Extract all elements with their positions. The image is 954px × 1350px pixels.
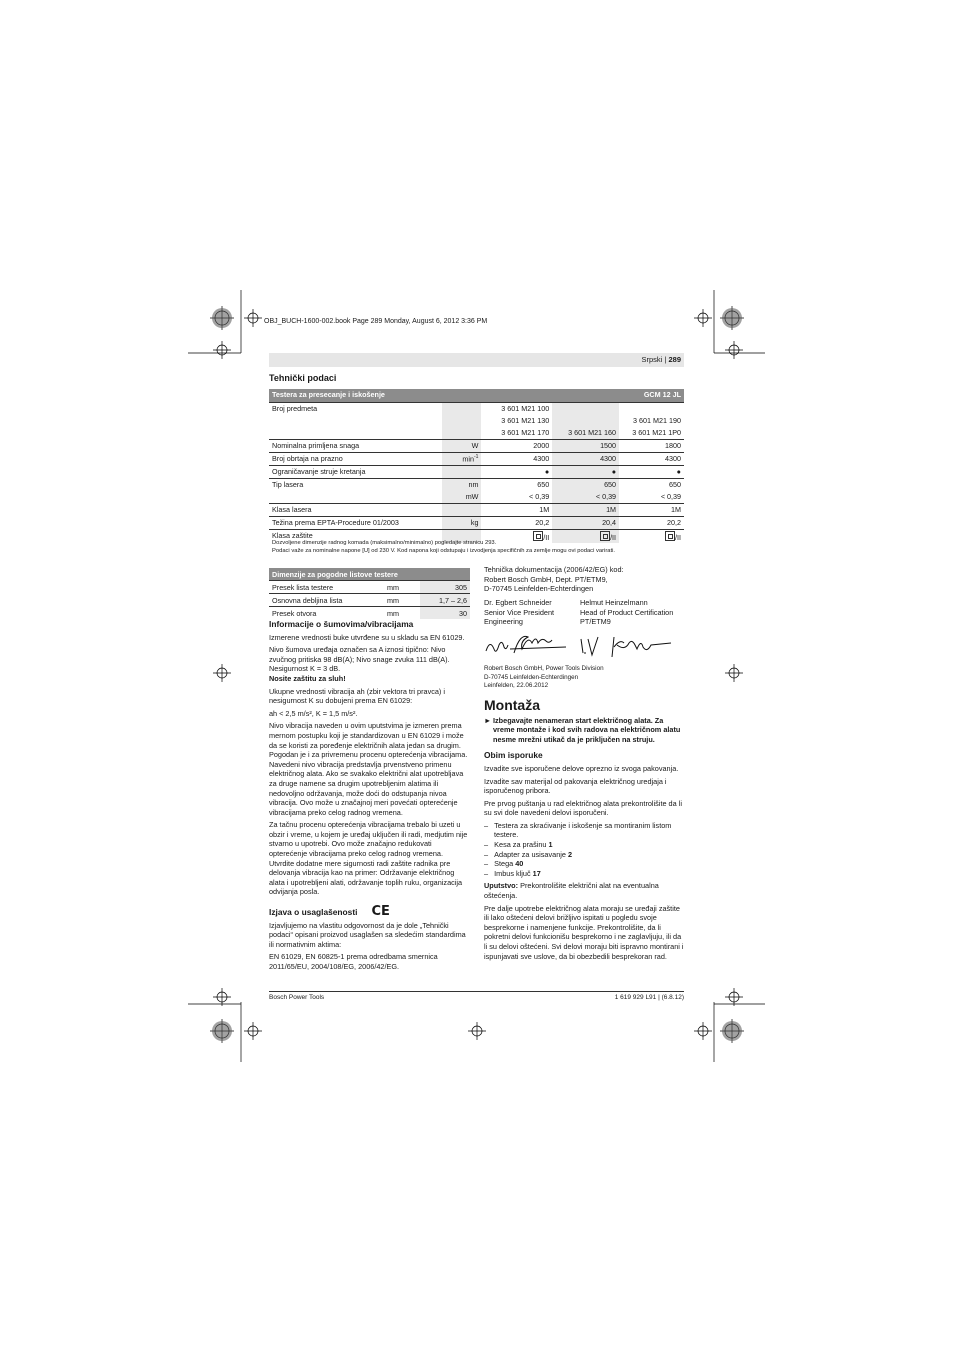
spec-row bbox=[269, 491, 684, 504]
footnote-dimensions: Dozvoljene dimenzije radnog komada (maksimalno/minimalno) pogledajte stranicu 293. bbox=[272, 540, 497, 546]
note-label: Uputstvo: bbox=[484, 881, 519, 891]
spec-value: mW bbox=[465, 492, 479, 501]
spec-cell-label bbox=[269, 415, 442, 427]
spec-table-title: Testera za presecanje i iskošenje bbox=[269, 389, 552, 403]
company-line2: D-70745 Leinfelden-Echterdingen bbox=[484, 673, 579, 681]
spec-value: 20,4 bbox=[602, 518, 617, 527]
spec-value: Broj obrtaja na prazno bbox=[272, 454, 343, 463]
spec-value: 1M bbox=[606, 505, 617, 514]
spec-cell-unit bbox=[442, 453, 482, 466]
footer-brand: Bosch Power Tools bbox=[269, 994, 325, 1001]
spec-cell-v3 bbox=[619, 530, 684, 544]
spec-cell-v2 bbox=[552, 453, 619, 466]
dims-cell-value: 305 bbox=[420, 581, 470, 594]
spec-cell-label bbox=[269, 403, 442, 416]
spec-cell-v2 bbox=[552, 440, 619, 453]
spec-value: 650 bbox=[604, 480, 617, 489]
spec-cell-v1 bbox=[481, 440, 552, 453]
noise-p1: Izmerene vrednosti buke utvrđene su u skladu sa EN 61029. bbox=[269, 632, 465, 642]
list-item-number: 17 bbox=[532, 868, 541, 878]
scope-heading: Obim isporuke bbox=[484, 750, 543, 761]
protection-class-icon bbox=[600, 531, 610, 541]
spec-cell-unit bbox=[442, 466, 482, 479]
montaza-heading: Montaža bbox=[484, 696, 540, 713]
spec-value: ● bbox=[544, 467, 550, 476]
list-item-text: Imbus ključ bbox=[494, 868, 533, 878]
list-item-number: 2 bbox=[567, 849, 573, 859]
spec-cell-label bbox=[269, 504, 442, 517]
spec-cell-v1 bbox=[481, 403, 552, 416]
spec-cell-label bbox=[269, 491, 442, 504]
spec-value: Klasa lasera bbox=[272, 505, 312, 514]
spec-value: nm bbox=[468, 480, 479, 489]
list-item-text: Adapter za usisavanje bbox=[494, 849, 568, 859]
protection-class-icon bbox=[533, 531, 543, 541]
dims-row bbox=[269, 581, 470, 594]
blade-dimensions-table bbox=[269, 568, 470, 619]
spec-row bbox=[269, 453, 684, 466]
noise-p2: Nivo šumova uređaja označen sa A iznosi tipično: Nivo zvučnog pritiska 98 dB(A); Nivo snage zvuka 111 dB(A). Nesigurnost K = 3 dB. bbox=[269, 645, 450, 674]
list-item: – Stega 40 bbox=[484, 859, 524, 869]
page-header-bar: Srpski | 289 bbox=[269, 353, 684, 367]
spec-value: 650 bbox=[537, 480, 550, 489]
techdoc-line3: D-70745 Leinfelden-Echterdingen bbox=[484, 584, 594, 594]
left-column bbox=[269, 620, 469, 975]
spec-cell-v3 bbox=[619, 479, 684, 492]
ce-mark-icon: CE bbox=[371, 904, 390, 920]
noise-p4: ah < 2,5 m/s², K = 1,5 m/s². bbox=[269, 708, 358, 718]
spec-row bbox=[269, 403, 684, 416]
spec-cell-v2 bbox=[552, 403, 619, 416]
spec-cell-v3 bbox=[619, 453, 684, 466]
protection-class-icon bbox=[665, 531, 675, 541]
spec-value: Ograničavanje struje kretanja bbox=[272, 467, 366, 476]
scope-list bbox=[484, 821, 684, 879]
company-line3: Leinfelden, 22.06.2012 bbox=[484, 682, 549, 690]
unit-exponent: -1 bbox=[474, 454, 479, 460]
spec-cell-unit bbox=[442, 479, 482, 492]
spec-cell-v1 bbox=[481, 491, 552, 504]
noise-heading: Informacije o šumovima/vibracijama bbox=[269, 619, 414, 629]
scope-p1: Izvadite sve isporučene delove oprezno iz svoga pakovanja. bbox=[484, 763, 679, 773]
spec-value: 3 601 M21 170 bbox=[501, 428, 550, 437]
spec-value: ● bbox=[611, 467, 617, 476]
warning-arrow-icon: ► bbox=[484, 715, 492, 725]
techdoc-line2: Robert Bosch GmbH, Dept. PT/ETM9, bbox=[484, 574, 608, 584]
spec-cell-label bbox=[269, 479, 442, 492]
list-item-text: Stega bbox=[494, 859, 516, 869]
conformity-heading: Izjava o usaglašenosti bbox=[269, 907, 358, 918]
dims-cell-label: Presek otvora bbox=[269, 607, 384, 620]
dims-cell-label: Presek lista testere bbox=[269, 581, 384, 594]
list-item-text: Kesa za prašinu bbox=[494, 840, 549, 850]
spec-value: 3 601 M21 190 bbox=[633, 416, 681, 425]
spec-value: 650 bbox=[669, 480, 681, 489]
spec-row bbox=[269, 466, 684, 479]
spec-value: 3 601 M21 100 bbox=[501, 404, 550, 413]
list-item: – Testera za skraćivanje i iskošenje sa montiranim listom testere. bbox=[484, 820, 672, 840]
scope-p3: Pre prvog puštanja u rad električnog alata prekontrolišite da li su svi dole navedeni delovi isporučeni. bbox=[484, 798, 682, 818]
noise-p5: Nivo vibracija naveden u ovim uputstvima je izmeren prema mernom postupku koji je standardizovan u EN 61029 i može da se koristi za poređenje električnih alata jedan sa drugim. Pogodan je i za privremenu procenu opterećenja vibracijama. Navedeni nivo vibracija predstavlja prvenstveno primenu električnog alata. Ako se svakako električni alat upotrebljava za druge namene sa drugim upotrebljenim alatima ili nedovoljno održavanja, može doći do odstupanja nivoa vibracija. Ovo može u značajnoj meri povećati opterećenje vibracijama preko celog radnog vremena. bbox=[269, 721, 468, 817]
spec-row bbox=[269, 504, 684, 517]
list-item-number: 40 bbox=[515, 859, 524, 869]
spec-cell-v3 bbox=[619, 466, 684, 479]
signatory-table bbox=[484, 598, 673, 627]
dims-cell-value: 1,7 – 2,6 bbox=[420, 594, 470, 607]
spec-value: Klasa zaštite bbox=[272, 531, 313, 540]
spec-value: kg bbox=[470, 518, 479, 527]
dims-cell-value: 30 bbox=[420, 607, 470, 620]
spec-cell-v2 bbox=[552, 504, 619, 517]
spec-value: W bbox=[471, 441, 479, 450]
sig-left-0: Dr. Egbert Schneider bbox=[484, 597, 552, 607]
spec-cell-v2 bbox=[552, 479, 619, 492]
techdoc-line1: Tehnička dokumentacija (2006/42/EG) kod: bbox=[484, 565, 624, 574]
sig-left-1: Senior Vice President bbox=[484, 607, 555, 617]
sig-left-2: Engineering bbox=[484, 617, 523, 627]
spec-cell-v3 bbox=[619, 427, 684, 440]
spec-cell-v3 bbox=[619, 403, 684, 416]
sig-right-1: Head of Product Certification bbox=[580, 607, 674, 617]
footnote-voltage: Podaci važe za nominalne napone [U] od 230 V. Kod napona koji odstupaju i izvodjenja specifičnih za zemlje mogu ovi podaci varirati. bbox=[272, 548, 615, 554]
language-label: Srpski bbox=[641, 355, 663, 364]
spec-cell-unit bbox=[442, 403, 482, 416]
spec-cell-v3 bbox=[619, 491, 684, 504]
conformity-p2: EN 61029, EN 60825-1 prema odredbama smernica 2011/65/EU, 2004/108/EG, 2006/42/EG. bbox=[269, 952, 438, 971]
model-name: GCM 12 JL bbox=[552, 389, 684, 403]
spec-row bbox=[269, 427, 684, 440]
noise-p6: Za tačnu procenu opterećenja vibracijama trebalo bi uzeti u obzir i vreme, u kojem je uređaj uključen ili radi, medjutim nije stvarno u upotrebi. Ovo može značajno redukovati opterećenje vibracijama preko celog radnog vremena. Utvrdite dodatne mere sigurnosti radi zaštite radnika pre delovanja vibracija kao na primer: Održavanje električnog alata i upotrebljeni alati, održavanje toplih ruku, organizacija odvijanja posla. bbox=[269, 820, 468, 897]
spec-cell-v1 bbox=[481, 453, 552, 466]
spec-value: 3 601 M21 1P0 bbox=[632, 428, 681, 437]
spec-row bbox=[269, 479, 684, 492]
sig-right-0: Helmut Heinzelmann bbox=[580, 597, 648, 607]
spec-cell-v3 bbox=[619, 517, 684, 530]
spec-cell-v2 bbox=[552, 415, 619, 427]
spec-value: 4300 bbox=[665, 454, 681, 463]
dims-cell-label: Osnovna debljina lista bbox=[269, 594, 384, 607]
list-item-number: 1 bbox=[548, 840, 553, 850]
dims-cell-unit: mm bbox=[384, 607, 420, 620]
spec-cell-unit bbox=[442, 427, 482, 440]
spec-cell-label bbox=[269, 466, 442, 479]
list-item-text: Testera za skraćivanje i iskošenje sa montiranim listom testere. bbox=[494, 820, 672, 840]
dims-cell-unit: mm bbox=[384, 594, 420, 607]
spec-value: 4300 bbox=[533, 454, 550, 463]
spec-cell-v1 bbox=[481, 427, 552, 440]
spec-value: 1800 bbox=[665, 441, 681, 450]
noise-p3: Ukupne vrednosti vibracija ah (zbir vektora tri pravca) i nesigurnost K su dobujeni prema EN 61029: bbox=[269, 686, 446, 706]
spec-cell-v2 bbox=[552, 491, 619, 504]
spec-cell-v3 bbox=[619, 504, 684, 517]
spec-value: Tip lasera bbox=[272, 480, 304, 489]
spec-value: Broj predmeta bbox=[272, 404, 318, 413]
spec-cell-v2 bbox=[552, 427, 619, 440]
spec-value: min bbox=[462, 454, 475, 464]
spec-value: < 0,39 bbox=[529, 492, 550, 501]
scope-p4: Pre dalje upotrebe električnog alata moraju se uređaji zaštite ili lako oštećeni delovi brižljivo ispitati u pogledu svoje besprekorne i namenjene funkcije. Prekontrolišite, da li pokretni delovi funkcionišu besprekorno i ne zaglavljuju, ili da li su delovi oštećeni. Svi delovi moraju biti ispravno montirani i ispunjavati sve uslove, da bi obezbedili besprekoran rad. bbox=[484, 903, 684, 961]
spec-cell-label bbox=[269, 517, 442, 530]
spec-cell-label bbox=[269, 440, 442, 453]
hearing-warning: Nosite zaštitu za sluh! bbox=[269, 673, 346, 683]
spec-value: Nominalna primljena snaga bbox=[272, 441, 360, 450]
spec-cell-v1 bbox=[481, 517, 552, 530]
spec-value: 20,2 bbox=[535, 518, 550, 527]
spec-value: 20,2 bbox=[667, 518, 681, 527]
list-item: – Kesa za prašinu 1 bbox=[484, 840, 553, 850]
spec-value: ● bbox=[676, 467, 681, 476]
spec-value: Težina prema EPTA-Procedure 01/2003 bbox=[272, 518, 399, 527]
spec-value: 1500 bbox=[600, 441, 617, 450]
dims-cell-unit: mm bbox=[384, 581, 420, 594]
spec-cell-v1 bbox=[481, 466, 552, 479]
dims-table-title: Dimenzije za pogodne listove testere bbox=[269, 568, 470, 581]
spec-row bbox=[269, 517, 684, 530]
note-text: Prekontrolišite električni alat na eventualna oštećenja. bbox=[484, 881, 659, 901]
spec-value: /II bbox=[543, 533, 550, 542]
spec-cell-unit bbox=[442, 440, 482, 453]
footer-code: 1 619 929 L91 | (6.8.12) bbox=[614, 994, 684, 1001]
spec-cell-unit bbox=[442, 517, 482, 530]
spec-cell-label bbox=[269, 453, 442, 466]
spec-cell-unit bbox=[442, 415, 482, 427]
spec-cell-v1 bbox=[481, 415, 552, 427]
spec-cell-v3 bbox=[619, 440, 684, 453]
spec-value: 1M bbox=[671, 505, 681, 514]
scope-p2: Izvadite sav materijal od pakovanja električnog uredjaja i isporučenog pribora. bbox=[484, 776, 667, 796]
tech-data-heading: Tehnički podaci bbox=[269, 373, 337, 383]
spec-value: 3 601 M21 160 bbox=[568, 428, 617, 437]
spec-cell-label bbox=[269, 427, 442, 440]
right-column bbox=[484, 565, 684, 964]
company-line1: Robert Bosch GmbH, Power Tools Division bbox=[484, 665, 604, 673]
spec-cell-unit bbox=[442, 504, 482, 517]
spec-value: < 0,39 bbox=[660, 492, 681, 501]
dims-row bbox=[269, 607, 470, 620]
handwritten-signatures bbox=[484, 629, 684, 663]
sig-right-2: PT/ETM9 bbox=[580, 617, 611, 627]
spec-cell-v2 bbox=[552, 530, 619, 544]
spec-value: 2000 bbox=[533, 441, 550, 450]
spec-cell-v2 bbox=[552, 517, 619, 530]
spec-value: /II bbox=[675, 533, 681, 542]
tech-spec-table bbox=[269, 389, 684, 543]
footer-rule bbox=[269, 991, 684, 992]
spec-value: 3 601 M21 130 bbox=[501, 416, 550, 425]
spec-value: 1M bbox=[539, 505, 550, 514]
spec-cell-v1 bbox=[481, 479, 552, 492]
spec-row bbox=[269, 415, 684, 427]
montaza-warning: Izbegavajte nenameran start električnog alata. Za vreme montaže i kod svih radova na električnom alatu nesme mrežni utikač da je priključen na struju. bbox=[493, 715, 681, 744]
conformity-p1: Izjavljujemo na vlastitu odgovornost da je dole „Tehnički podaci“ opisani proizvod usaglašen sa sledećim standardima ili normativnim aktima: bbox=[269, 920, 466, 949]
list-item: – Imbus ključ 17 bbox=[484, 868, 541, 878]
spec-value: /II bbox=[610, 533, 617, 542]
dims-row bbox=[269, 594, 470, 607]
spec-cell-v3 bbox=[619, 415, 684, 427]
spec-cell-unit bbox=[442, 491, 482, 504]
spec-cell-v2 bbox=[552, 466, 619, 479]
spec-value: < 0,39 bbox=[595, 492, 617, 501]
page-number: 289 bbox=[668, 355, 681, 364]
spec-value: 4300 bbox=[600, 454, 617, 463]
print-file-line: OBJ_BUCH-1600-002.book Page 289 Monday, August 6, 2012 3:36 PM bbox=[264, 318, 488, 325]
spec-cell-v1 bbox=[481, 504, 552, 517]
list-item: – Adapter za usisavanje 2 bbox=[484, 849, 573, 859]
spec-row bbox=[269, 440, 684, 453]
